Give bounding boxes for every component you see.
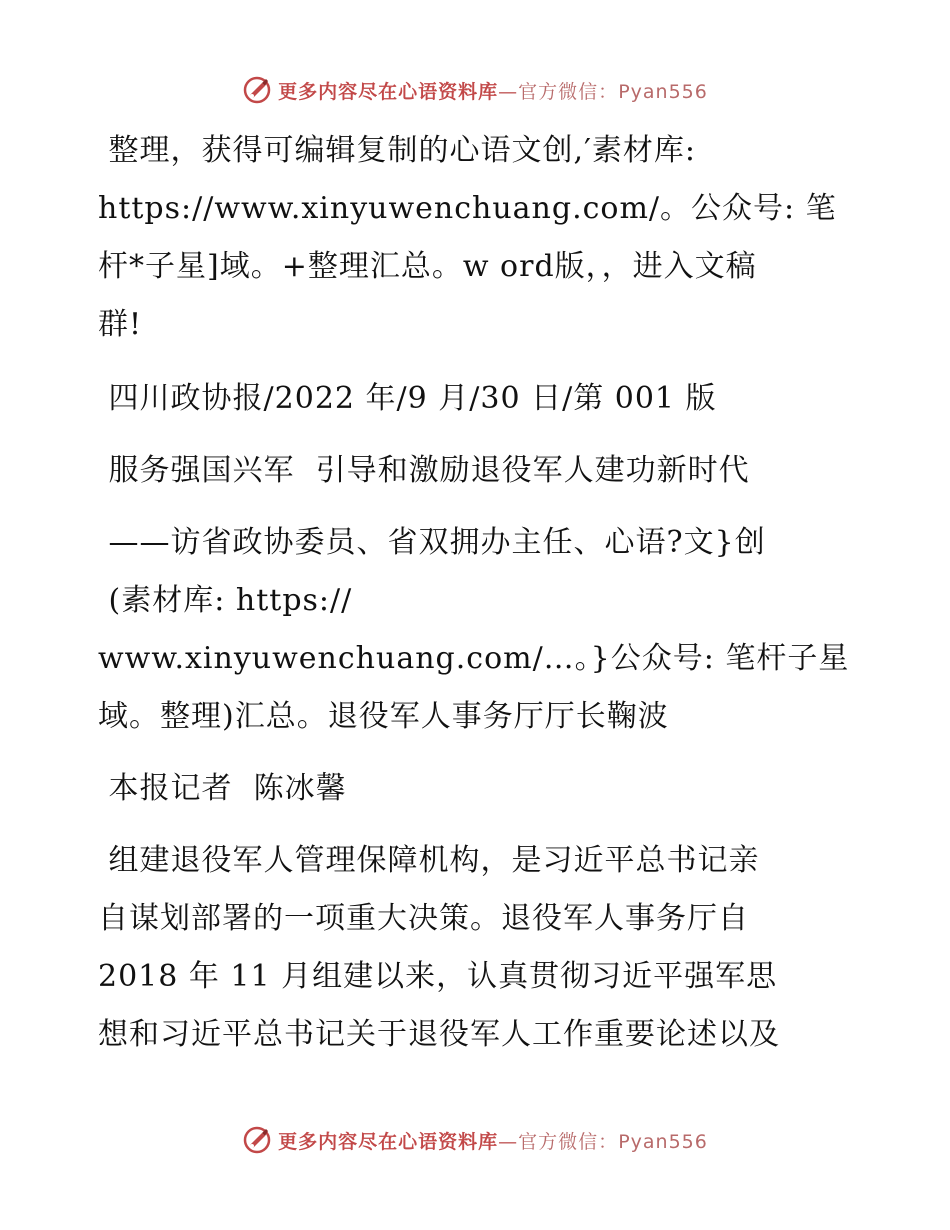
- headline: 服务强国兴军 引导和激励退役军人建功新时代: [98, 453, 750, 488]
- source-line: 四川政协报/2022 年/9 月/30 日/第 001 版: [98, 381, 717, 416]
- subheadline-line: www.xinyuwenchuang.com/…。}公众号: 笔杆子星: [98, 641, 850, 676]
- header-banner: [0, 70, 950, 110]
- banner-separator: —: [498, 1130, 519, 1153]
- body-line: 2018 年 11 月组建以来，认真贯彻习近平强军思: [98, 959, 778, 994]
- brand-logo-icon: [242, 1125, 272, 1155]
- banner-text: [278, 77, 708, 104]
- banner-wechat-label: 官方微信：: [518, 80, 619, 103]
- intro-line: 杆*子星]域。+整理汇总。w ord版，，进入文稿: [98, 249, 757, 284]
- body-line: 想和习近平总书记关于退役军人工作重要论述以及: [98, 1017, 780, 1052]
- intro-line: https://www.xinyuwenchuang.com/。公众号: 笔: [98, 191, 837, 226]
- brand-logo-icon: [242, 75, 272, 105]
- subheadline: [98, 514, 858, 746]
- banner-brand: 更多内容尽在心语资料库: [278, 80, 499, 103]
- banner-text: [278, 1127, 708, 1154]
- banner-wechat-id: Pyan556: [618, 80, 708, 103]
- subheadline-line: (素材库: https://: [98, 583, 353, 618]
- subheadline-line: 域。整理)汇总。退役军人事务厅厅长鞠波: [98, 699, 669, 734]
- body-line: 自谋划部署的一项重大决策。退役军人事务厅自: [98, 901, 749, 936]
- banner-wechat-id: Pyan556: [618, 1130, 708, 1153]
- body-line: 组建退役军人管理保障机构，是习近平总书记亲: [98, 843, 760, 878]
- intro-line: 整理，获得可编辑复制的心语文创,′素材库:: [98, 133, 697, 168]
- banner-brand: 更多内容尽在心语资料库: [278, 1130, 499, 1153]
- banner-separator: —: [498, 80, 519, 103]
- intro-line: 群!: [98, 307, 143, 342]
- intro-paragraph: [98, 122, 858, 354]
- subheadline-line: ——访省政协委员、省双拥办主任、心语?文}创: [98, 525, 766, 560]
- banner-wechat-label: 官方微信：: [518, 1130, 619, 1153]
- body-paragraph: [98, 832, 858, 1064]
- byline: 本报记者 陈冰馨: [98, 771, 347, 806]
- document-body: [98, 122, 858, 1064]
- footer-banner: [0, 1120, 950, 1160]
